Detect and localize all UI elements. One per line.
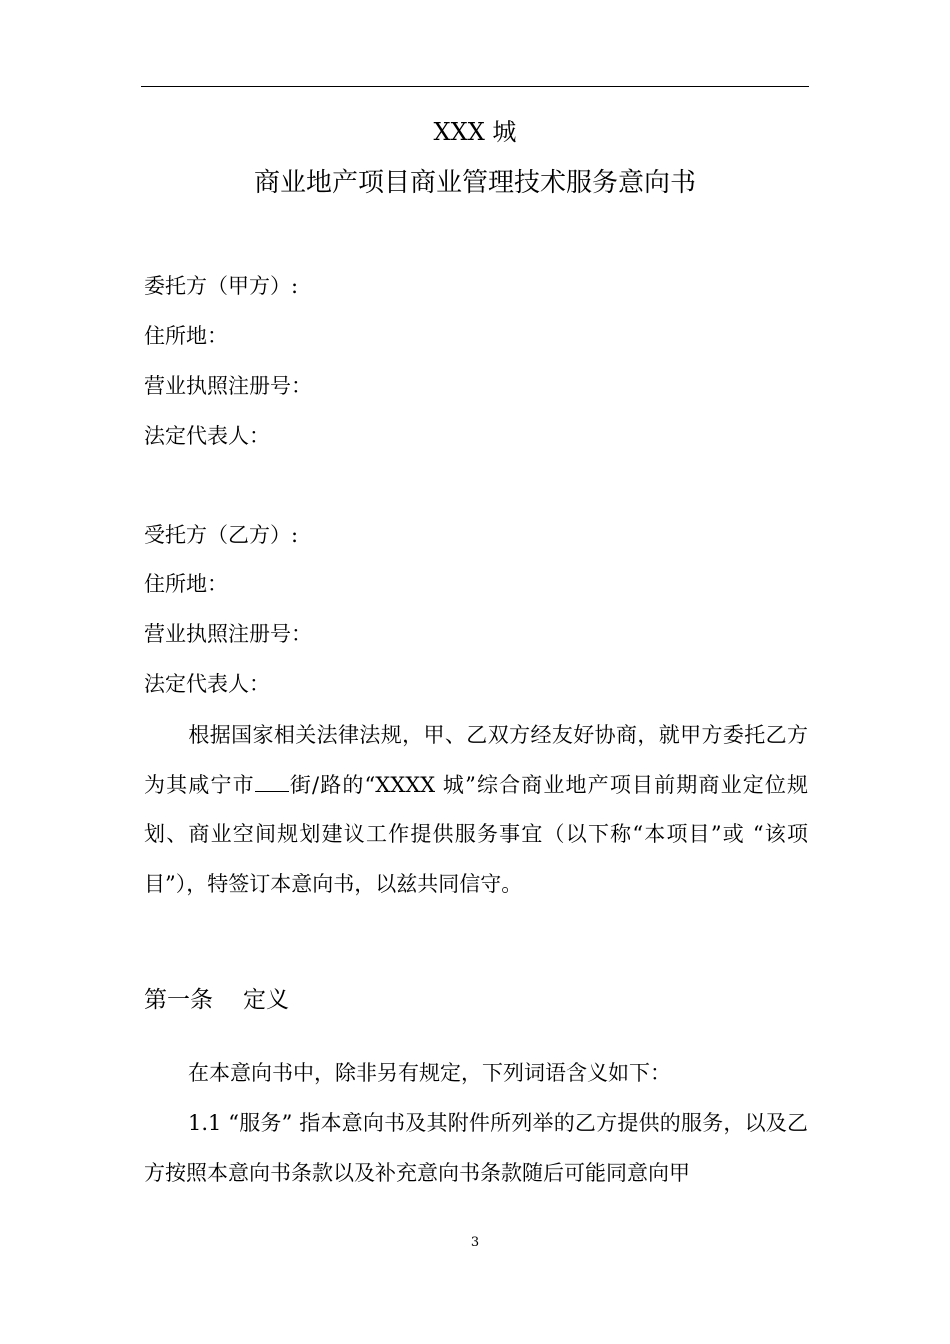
section-heading <box>144 983 289 1017</box>
street-blank <box>255 773 289 792</box>
party-b-label: 受托方（乙方）: <box>144 523 299 547</box>
party-b-license: 营业执照注册号： <box>144 622 312 646</box>
page-number: 3 <box>470 1235 480 1250</box>
clause-1-1-text: 1.1 “服务” 指本意向书及其附件所列举的乙方提供的服务，以及乙方按照本意向书条款以及补充意向书条款随后可能同意向甲 <box>144 1111 808 1185</box>
section-intro <box>144 1049 808 1099</box>
section-title: 定义 <box>243 987 289 1013</box>
header-rule <box>141 86 809 87</box>
preamble-paragraph <box>144 711 808 909</box>
party-a-license: 营业执照注册号： <box>144 374 312 398</box>
preamble-text-part1: 根据国家相关法律法规，甲、乙双方经友好协商，就甲方委托乙方为其咸宁市 <box>144 723 808 797</box>
section-number: 第一条 <box>144 987 213 1013</box>
party-a-label: 委托方（甲方）: <box>144 274 299 298</box>
section-intro-text: 在本意向书中，除非另有规定，下列词语含义如下： <box>188 1061 671 1085</box>
party-b-address: 住所地： <box>144 572 228 596</box>
party-a-address: 住所地： <box>144 324 228 348</box>
party-b-representative: 法定代表人： <box>144 672 270 696</box>
clause-1-1 <box>144 1099 808 1198</box>
document-title-line1: XXX 城 <box>433 118 517 146</box>
party-a-representative: 法定代表人： <box>144 424 270 448</box>
document-title-line2: 商业地产项目商业管理技术服务意向书 <box>253 168 696 198</box>
preamble-text-part2: 街/路的“XXXX 城”综合商业地产项目前期商业定位规划、商业空间规划建议工作提供服务事宜（以下称“本项目”或 “该项目”），特签订本意向书，以兹共同信守。 <box>144 772 809 896</box>
